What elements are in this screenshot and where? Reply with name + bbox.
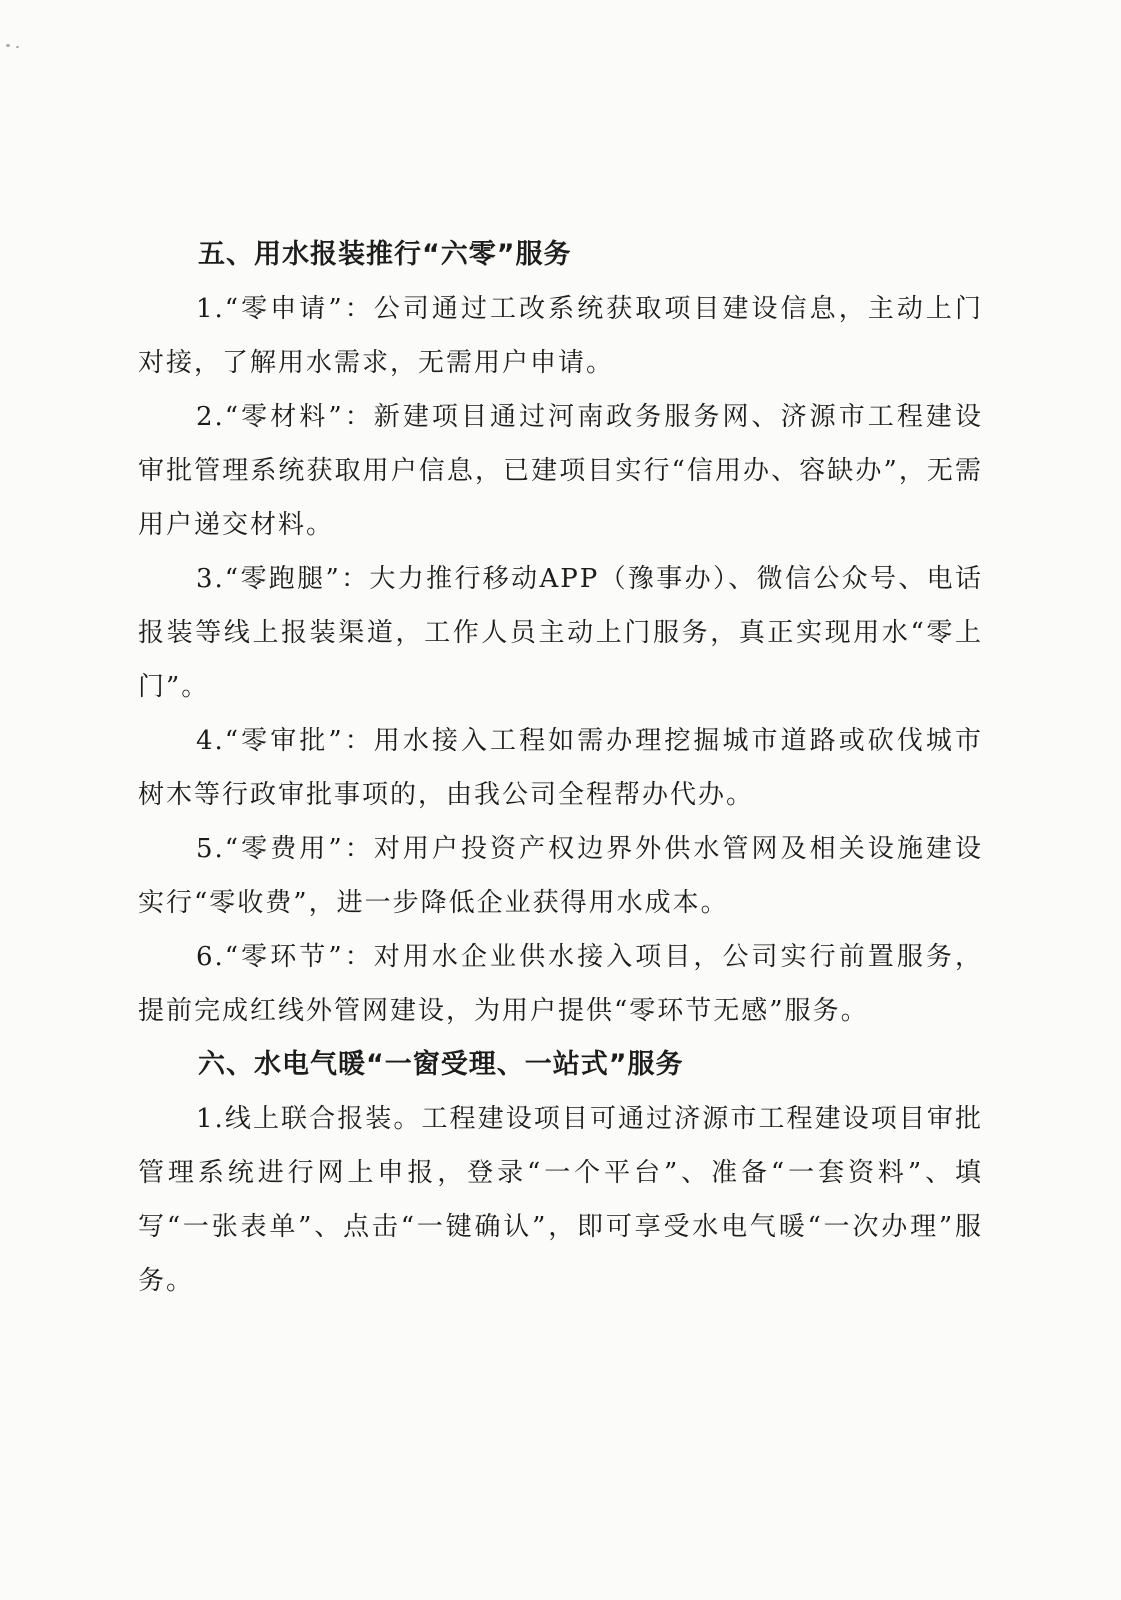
section-5-heading: 五、用水报装推行“六零”服务 (198, 239, 572, 270)
section-5-item-4: 4.“零审批”：用水接入工程如需办理挖掘城市道路或砍伐城市树木等行政审批事项的，由我公司全程帮办代办。 (138, 726, 983, 810)
document-body (138, 228, 983, 1308)
section-5-item-2: 2.“零材料”：新建项目通过河南政务服务网、济源市工程建设审批管理系统获取用户信息，已建项目实行“信用办、容缺办”，无需用户递交材料。 (138, 402, 983, 540)
section-6-item-1: 1.线上联合报装。工程建设项目可通过济源市工程建设项目审批管理系统进行网上申报，登录“一个平台”、准备“一套资料”、填写“一张表单”、点击“一键确认”，即可享受水电气暖“一次办理”服务。 (138, 1104, 983, 1296)
scan-speck (6, 44, 10, 47)
section-5-item-1: 1.“零申请”：公司通过工改系统获取项目建设信息，主动上门对接，了解用水需求，无需用户申请。 (138, 294, 983, 378)
scan-speck (16, 46, 19, 48)
section-6-heading: 六、水电气暖“一窗受理、一站式”服务 (198, 1049, 684, 1080)
section-5-item-3: 3.“零跑腿”：大力推行移动APP（豫事办）、微信公众号、电话报装等线上报装渠道，工作人员主动上门服务，真正实现用水“零上门”。 (138, 564, 983, 702)
section-5-item-5: 5.“零费用”：对用户投资产权边界外供水管网及相关设施建设实行“零收费”，进一步降低企业获得用水成本。 (138, 834, 983, 918)
section-5-item-6: 6.“零环节”：对用水企业供水接入项目，公司实行前置服务，提前完成红线外管网建设，为用户提供“零环节无感”服务。 (138, 942, 983, 1026)
